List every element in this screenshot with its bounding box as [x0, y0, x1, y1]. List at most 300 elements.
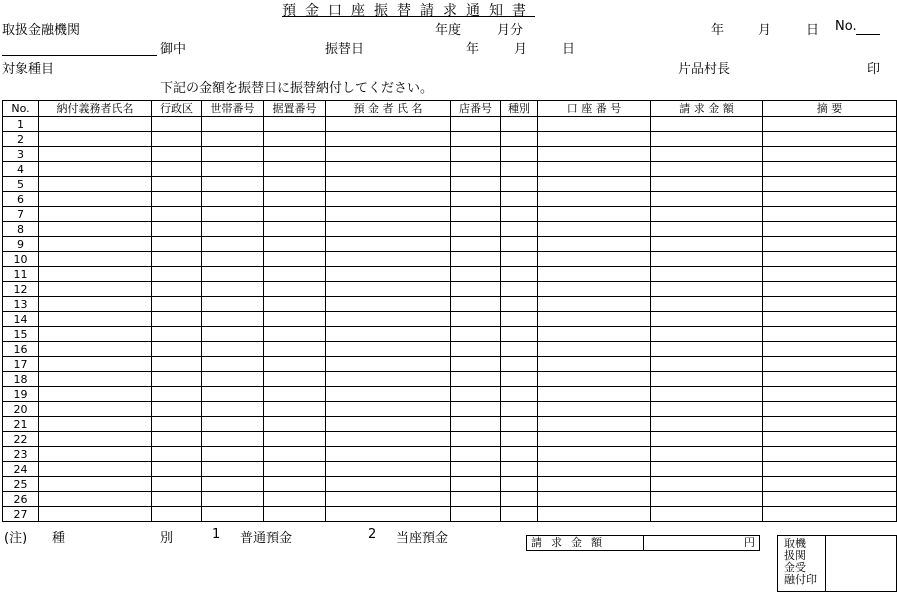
table-cell[interactable]: [451, 237, 501, 252]
table-cell[interactable]: [39, 372, 152, 387]
row-number: 2: [3, 132, 39, 147]
table-cell[interactable]: [651, 207, 763, 222]
table-cell[interactable]: [152, 417, 202, 432]
table-cell[interactable]: [763, 147, 897, 162]
table-cell[interactable]: [39, 462, 152, 477]
table-cell[interactable]: [152, 237, 202, 252]
table-cell[interactable]: [326, 417, 451, 432]
table-cell[interactable]: [651, 132, 763, 147]
table-cell[interactable]: [763, 507, 897, 522]
table-cell[interactable]: [152, 432, 202, 447]
table-cell[interactable]: [501, 132, 538, 147]
table-cell[interactable]: [451, 207, 501, 222]
table-cell[interactable]: [651, 237, 763, 252]
table-cell[interactable]: [152, 507, 202, 522]
table-cell[interactable]: [326, 312, 451, 327]
table-cell[interactable]: [763, 177, 897, 192]
table-cell[interactable]: [651, 432, 763, 447]
table-cell[interactable]: [451, 177, 501, 192]
table-cell[interactable]: [39, 192, 152, 207]
table-cell[interactable]: [651, 177, 763, 192]
table-cell[interactable]: [264, 252, 326, 267]
table-cell[interactable]: [152, 117, 202, 132]
table-cell[interactable]: [152, 252, 202, 267]
row-number: 20: [3, 402, 39, 417]
column-header: 店番号: [451, 101, 501, 117]
table-cell[interactable]: [39, 492, 152, 507]
table-cell[interactable]: [264, 447, 326, 462]
row-number: 21: [3, 417, 39, 432]
table-cell[interactable]: [451, 492, 501, 507]
table-cell[interactable]: [501, 387, 538, 402]
table-cell[interactable]: [763, 267, 897, 282]
table-cell[interactable]: [202, 507, 264, 522]
table-cell[interactable]: [39, 417, 152, 432]
table-cell[interactable]: [326, 177, 451, 192]
table-cell[interactable]: [202, 267, 264, 282]
table-cell[interactable]: [39, 222, 152, 237]
row-number: 13: [3, 297, 39, 312]
table-cell[interactable]: [651, 282, 763, 297]
table-cell[interactable]: [763, 357, 897, 372]
table-cell[interactable]: [202, 492, 264, 507]
table-cell[interactable]: [501, 162, 538, 177]
table-cell[interactable]: [538, 342, 651, 357]
table-cell[interactable]: [264, 117, 326, 132]
table-cell[interactable]: [651, 372, 763, 387]
table-cell[interactable]: [264, 192, 326, 207]
table-cell[interactable]: [451, 432, 501, 447]
table-cell[interactable]: [152, 342, 202, 357]
table-cell[interactable]: [202, 207, 264, 222]
table-cell[interactable]: [501, 222, 538, 237]
table-cell[interactable]: [326, 237, 451, 252]
table-cell[interactable]: [763, 462, 897, 477]
table-cell[interactable]: [538, 237, 651, 252]
table-cell[interactable]: [202, 222, 264, 237]
table-cell[interactable]: [501, 477, 538, 492]
table-cell[interactable]: [651, 297, 763, 312]
table-cell[interactable]: [651, 357, 763, 372]
table-cell[interactable]: [451, 507, 501, 522]
table-cell[interactable]: [538, 402, 651, 417]
table-cell[interactable]: [152, 132, 202, 147]
table-cell[interactable]: [39, 162, 152, 177]
table-cell[interactable]: [152, 462, 202, 477]
table-cell[interactable]: [39, 342, 152, 357]
table-cell[interactable]: [538, 507, 651, 522]
table-cell[interactable]: [326, 222, 451, 237]
table-cell[interactable]: [264, 177, 326, 192]
table-cell[interactable]: [326, 192, 451, 207]
table-cell[interactable]: [538, 312, 651, 327]
table-cell[interactable]: [152, 312, 202, 327]
table-cell[interactable]: [264, 372, 326, 387]
table-cell[interactable]: [501, 417, 538, 432]
table-cell[interactable]: [326, 387, 451, 402]
table-cell[interactable]: [501, 432, 538, 447]
table-cell[interactable]: [39, 357, 152, 372]
table-cell[interactable]: [651, 222, 763, 237]
table-cell[interactable]: [451, 417, 501, 432]
table-cell[interactable]: [451, 297, 501, 312]
table-cell[interactable]: [264, 492, 326, 507]
table-cell[interactable]: [451, 372, 501, 387]
table-cell[interactable]: [538, 372, 651, 387]
table-cell[interactable]: [651, 342, 763, 357]
table-cell[interactable]: [501, 462, 538, 477]
table-cell[interactable]: [538, 252, 651, 267]
table-cell[interactable]: [651, 387, 763, 402]
table-cell[interactable]: [763, 117, 897, 132]
table-cell[interactable]: [39, 327, 152, 342]
table-row: [3, 252, 897, 267]
table-cell[interactable]: [326, 342, 451, 357]
table-cell[interactable]: [202, 402, 264, 417]
table-cell[interactable]: [451, 147, 501, 162]
table-cell[interactable]: [451, 402, 501, 417]
table-cell[interactable]: [501, 357, 538, 372]
table-cell[interactable]: [152, 492, 202, 507]
table-row: [3, 327, 897, 342]
table-cell[interactable]: [651, 267, 763, 282]
row-number: 8: [3, 222, 39, 237]
table-cell[interactable]: [264, 207, 326, 222]
table-cell[interactable]: [202, 372, 264, 387]
table-cell[interactable]: [264, 507, 326, 522]
table-cell[interactable]: [501, 237, 538, 252]
table-cell[interactable]: [651, 312, 763, 327]
option1-label: 普通預金: [240, 531, 293, 546]
table-cell[interactable]: [651, 402, 763, 417]
table-cell[interactable]: [152, 222, 202, 237]
table-cell[interactable]: [651, 147, 763, 162]
table-cell[interactable]: [538, 162, 651, 177]
total-amount-box: [526, 535, 760, 551]
table-cell[interactable]: [264, 147, 326, 162]
table-row: [3, 447, 897, 462]
table-cell[interactable]: [264, 237, 326, 252]
table-cell[interactable]: [501, 297, 538, 312]
table-cell[interactable]: [264, 297, 326, 312]
receipt-stamp-label: 取機 扱関 金受 融付印: [778, 536, 826, 591]
table-cell[interactable]: [264, 402, 326, 417]
table-cell[interactable]: [326, 282, 451, 297]
table-cell[interactable]: [202, 162, 264, 177]
column-header: 据置番号: [264, 101, 326, 117]
table-cell[interactable]: [651, 447, 763, 462]
table-cell[interactable]: [39, 477, 152, 492]
table-cell[interactable]: [264, 132, 326, 147]
table-cell[interactable]: [538, 267, 651, 282]
table-cell[interactable]: [538, 417, 651, 432]
table-cell[interactable]: [501, 402, 538, 417]
billing-table: [2, 100, 897, 522]
table-cell[interactable]: [538, 192, 651, 207]
table-cell[interactable]: [39, 132, 152, 147]
table-cell[interactable]: [152, 387, 202, 402]
table-cell[interactable]: [451, 462, 501, 477]
table-cell[interactable]: [202, 327, 264, 342]
table-cell[interactable]: [39, 297, 152, 312]
table-cell[interactable]: [451, 162, 501, 177]
table-cell[interactable]: [763, 297, 897, 312]
table-cell[interactable]: [326, 372, 451, 387]
table-cell[interactable]: [451, 192, 501, 207]
table-cell[interactable]: [451, 282, 501, 297]
table-cell[interactable]: [264, 462, 326, 477]
table-cell[interactable]: [202, 462, 264, 477]
table-cell[interactable]: [326, 492, 451, 507]
table-cell[interactable]: [538, 207, 651, 222]
table-cell[interactable]: [152, 447, 202, 462]
date-day-label: 日: [806, 23, 820, 38]
table-cell[interactable]: [152, 372, 202, 387]
table-cell[interactable]: [202, 342, 264, 357]
table-cell[interactable]: [326, 252, 451, 267]
table-cell[interactable]: [651, 252, 763, 267]
table-cell[interactable]: [326, 132, 451, 147]
table-cell[interactable]: [152, 192, 202, 207]
table-cell[interactable]: [651, 162, 763, 177]
table-cell[interactable]: [501, 342, 538, 357]
table-cell[interactable]: [451, 252, 501, 267]
table-cell[interactable]: [39, 447, 152, 462]
table-cell[interactable]: [501, 117, 538, 132]
table-cell[interactable]: [763, 222, 897, 237]
table-cell[interactable]: [451, 132, 501, 147]
table-cell[interactable]: [202, 177, 264, 192]
table-cell[interactable]: [763, 432, 897, 447]
table-cell[interactable]: [538, 282, 651, 297]
row-number: 16: [3, 342, 39, 357]
table-cell[interactable]: [264, 417, 326, 432]
table-cell[interactable]: [39, 432, 152, 447]
table-cell[interactable]: [152, 357, 202, 372]
table-cell[interactable]: [651, 327, 763, 342]
table-cell[interactable]: [202, 252, 264, 267]
table-cell[interactable]: [39, 282, 152, 297]
table-cell[interactable]: [202, 312, 264, 327]
table-cell[interactable]: [202, 297, 264, 312]
table-cell[interactable]: [451, 477, 501, 492]
table-cell[interactable]: [501, 252, 538, 267]
table-cell[interactable]: [538, 297, 651, 312]
table-cell[interactable]: [501, 177, 538, 192]
table-cell[interactable]: [264, 282, 326, 297]
table-cell[interactable]: [501, 282, 538, 297]
table-cell[interactable]: [152, 267, 202, 282]
table-cell[interactable]: [501, 447, 538, 462]
table-cell[interactable]: [39, 117, 152, 132]
table-cell[interactable]: [264, 477, 326, 492]
total-amount-unit: 円: [744, 536, 755, 549]
table-cell[interactable]: [538, 462, 651, 477]
table-cell[interactable]: [763, 387, 897, 402]
table-cell[interactable]: [202, 477, 264, 492]
row-number: 27: [3, 507, 39, 522]
column-header: 口 座 番 号: [538, 101, 651, 117]
table-cell[interactable]: [451, 342, 501, 357]
table-cell[interactable]: [651, 492, 763, 507]
table-cell[interactable]: [538, 117, 651, 132]
table-cell[interactable]: [763, 372, 897, 387]
table-cell[interactable]: [538, 132, 651, 147]
table-cell[interactable]: [501, 507, 538, 522]
table-cell[interactable]: [651, 477, 763, 492]
table-cell[interactable]: [538, 477, 651, 492]
table-cell[interactable]: [538, 327, 651, 342]
date-year-label: 年: [711, 23, 725, 38]
table-cell[interactable]: [326, 327, 451, 342]
table-cell[interactable]: [39, 252, 152, 267]
table-cell[interactable]: [538, 222, 651, 237]
table-cell[interactable]: [152, 327, 202, 342]
table-cell[interactable]: [326, 267, 451, 282]
table-cell[interactable]: [763, 402, 897, 417]
table-cell[interactable]: [763, 192, 897, 207]
table-cell[interactable]: [202, 192, 264, 207]
table-cell[interactable]: [763, 132, 897, 147]
table-cell[interactable]: [763, 417, 897, 432]
table-cell[interactable]: [538, 177, 651, 192]
table-cell[interactable]: [39, 207, 152, 222]
table-cell[interactable]: [202, 417, 264, 432]
table-cell[interactable]: [651, 417, 763, 432]
table-cell[interactable]: [538, 387, 651, 402]
table-cell[interactable]: [202, 282, 264, 297]
table-cell[interactable]: [202, 117, 264, 132]
table-cell[interactable]: [451, 327, 501, 342]
table-cell[interactable]: [202, 432, 264, 447]
table-cell[interactable]: [763, 327, 897, 342]
type-label-2: 別: [160, 531, 174, 546]
table-cell[interactable]: [152, 177, 202, 192]
table-cell[interactable]: [326, 357, 451, 372]
table-cell[interactable]: [39, 507, 152, 522]
table-cell[interactable]: [326, 507, 451, 522]
table-cell[interactable]: [152, 162, 202, 177]
table-cell[interactable]: [763, 447, 897, 462]
table-cell[interactable]: [326, 162, 451, 177]
table-cell[interactable]: [538, 447, 651, 462]
table-cell[interactable]: [264, 357, 326, 372]
table-cell[interactable]: [326, 147, 451, 162]
table-cell[interactable]: [326, 117, 451, 132]
row-number: 11: [3, 267, 39, 282]
table-cell[interactable]: [202, 387, 264, 402]
table-cell[interactable]: [501, 312, 538, 327]
table-cell[interactable]: [264, 162, 326, 177]
row-number: 23: [3, 447, 39, 462]
table-cell[interactable]: [202, 357, 264, 372]
table-cell[interactable]: [264, 387, 326, 402]
table-cell[interactable]: [501, 207, 538, 222]
table-cell[interactable]: [763, 342, 897, 357]
table-cell[interactable]: [501, 267, 538, 282]
table-cell[interactable]: [152, 282, 202, 297]
table-cell[interactable]: [763, 237, 897, 252]
table-row: [3, 162, 897, 177]
table-cell[interactable]: [501, 327, 538, 342]
table-cell[interactable]: [152, 207, 202, 222]
table-cell[interactable]: [152, 477, 202, 492]
table-cell[interactable]: [326, 297, 451, 312]
month-portion-label: 月分: [497, 23, 524, 38]
table-cell[interactable]: [202, 132, 264, 147]
table-cell[interactable]: [651, 462, 763, 477]
table-cell[interactable]: [152, 147, 202, 162]
table-cell[interactable]: [501, 372, 538, 387]
table-cell[interactable]: [202, 237, 264, 252]
transfer-year-label: 年: [466, 42, 480, 57]
table-cell[interactable]: [264, 342, 326, 357]
table-cell[interactable]: [326, 207, 451, 222]
number-label: No.: [835, 19, 857, 34]
table-cell[interactable]: [264, 222, 326, 237]
table-cell[interactable]: [451, 267, 501, 282]
table-cell[interactable]: [326, 477, 451, 492]
table-cell[interactable]: [763, 252, 897, 267]
table-cell[interactable]: [501, 492, 538, 507]
table-cell[interactable]: [763, 492, 897, 507]
table-cell[interactable]: [538, 492, 651, 507]
table-cell[interactable]: [39, 147, 152, 162]
table-cell[interactable]: [651, 192, 763, 207]
table-cell[interactable]: [651, 117, 763, 132]
table-cell[interactable]: [763, 312, 897, 327]
table-cell[interactable]: [451, 357, 501, 372]
table-cell[interactable]: [451, 447, 501, 462]
table-cell[interactable]: [501, 192, 538, 207]
table-cell[interactable]: [264, 312, 326, 327]
table-cell[interactable]: [39, 402, 152, 417]
table-cell[interactable]: [763, 162, 897, 177]
table-cell[interactable]: [39, 237, 152, 252]
table-cell[interactable]: [264, 327, 326, 342]
table-cell[interactable]: [326, 432, 451, 447]
table-cell[interactable]: [763, 282, 897, 297]
table-cell[interactable]: [264, 432, 326, 447]
table-cell[interactable]: [152, 297, 202, 312]
table-cell[interactable]: [451, 312, 501, 327]
table-cell[interactable]: [451, 222, 501, 237]
row-number: 17: [3, 357, 39, 372]
table-cell[interactable]: [39, 267, 152, 282]
table-cell[interactable]: [326, 447, 451, 462]
table-cell[interactable]: [451, 387, 501, 402]
table-cell[interactable]: [538, 357, 651, 372]
table-cell[interactable]: [501, 147, 538, 162]
table-row: [3, 282, 897, 297]
table-cell[interactable]: [763, 207, 897, 222]
table-cell[interactable]: [202, 147, 264, 162]
table-cell[interactable]: [39, 387, 152, 402]
table-cell[interactable]: [202, 447, 264, 462]
table-cell[interactable]: [326, 462, 451, 477]
table-cell[interactable]: [39, 312, 152, 327]
table-cell[interactable]: [763, 477, 897, 492]
table-cell[interactable]: [451, 117, 501, 132]
row-number: 3: [3, 147, 39, 162]
table-cell[interactable]: [538, 432, 651, 447]
table-cell[interactable]: [39, 177, 152, 192]
table-cell[interactable]: [651, 507, 763, 522]
table-cell[interactable]: [152, 402, 202, 417]
table-cell[interactable]: [326, 402, 451, 417]
table-cell[interactable]: [538, 147, 651, 162]
table-cell[interactable]: [264, 267, 326, 282]
